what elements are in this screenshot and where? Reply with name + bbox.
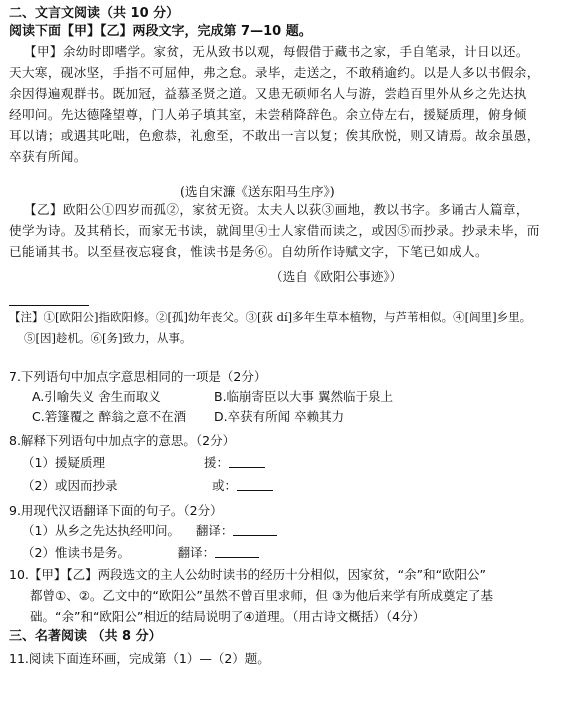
answer-blank[interactable] xyxy=(233,523,277,536)
question-7-option-c: C.箬篷覆之 醉翁之意不在酒 xyxy=(32,409,187,424)
passage-yi-line: 使学为诗。及其稍长，而家无书读，就闾里④士人家借而读之，或因⑤而抄录。抄录未毕，而 xyxy=(9,223,540,238)
question-8-item-2-word: 或： xyxy=(212,478,238,493)
footnote-line: ⑤[因]趁机。⑥[务]致力，从事。 xyxy=(24,331,192,345)
passage-yi-line: 已能诵其书。以至昼夜忘寝食，惟读书是务⑥。自幼所作诗赋文字，下笔已如成人。 xyxy=(9,244,488,259)
footnote-divider xyxy=(9,305,89,306)
passage-jia-line: 天大寒，砚冰坚，手指不可屈伸，弗之怠。录毕，走送之，不敢稍逾约。以是人多以书假余， xyxy=(9,65,540,80)
answer-blank[interactable] xyxy=(229,455,265,468)
translation-label: 翻译： xyxy=(177,545,216,560)
question-9-item-2 xyxy=(22,545,259,561)
passage-jia-line: 耳以请；或遇其叱咄，色愈恭，礼愈至，不敢出一言以复；俟其欣悦，则又请焉。故余虽愚， xyxy=(9,128,540,143)
question-7-option-d: D.卒获有所闻 卒赖其力 xyxy=(214,409,345,424)
footnote-line: 【注】①[欧阳公]指欧阳修。②[孤]幼年丧父。③[荻 dí]多年生草本植物，与芦苇相似。④[闾里]乡里。 xyxy=(9,310,532,324)
passage-jia-line: 【甲】余幼时即嗜学。家贫，无从致书以观，每假借于藏书之家，手自笔录，计日以还。 xyxy=(24,44,529,59)
question-8-item-1: （1）援疑质理 xyxy=(22,455,105,470)
question-7-option-a: A.引喻失义 舍生而取义 xyxy=(32,389,161,404)
passage-yi-line: 【乙】欧阳公①四岁而孤②，家贫无资。太夫人以荻③画地，教以书字。多诵古人篇章， xyxy=(24,202,529,217)
section-heading-classical-chinese: 二、文言文阅读（共 10 分） xyxy=(9,6,180,21)
passage-jia-source: (选自宋濂《送东阳马生序》) xyxy=(180,184,335,199)
reading-instruction: 阅读下面【甲】【乙】两段文字，完成第 7—10 题。 xyxy=(9,24,312,39)
answer-blank[interactable] xyxy=(237,478,273,491)
question-9-item-1-text: （1）从乡之先达执经叩问。 xyxy=(22,523,180,538)
question-8-stem: 8.解释下列语句中加点字的意思。（2分） xyxy=(9,433,236,448)
passage-yi-source: （选自《欧阳公事迹》） xyxy=(270,269,403,284)
question-8-item-2-answer xyxy=(212,478,273,494)
question-11-stem: 11.阅读下面连环画，完成第（1）—（2）题。 xyxy=(9,651,270,666)
question-7-option-b: B.临崩寄臣以大事 翼然临于泉上 xyxy=(214,389,394,404)
question-9-item-1 xyxy=(22,523,277,539)
answer-blank[interactable] xyxy=(215,545,259,558)
question-7-stem: 7.下列语句中加点字意思相同的一项是（2分） xyxy=(9,369,267,384)
passage-jia-line: 卒获有所闻。 xyxy=(9,149,87,164)
question-10-line: 都曾①、②。乙文中的“欧阳公”虽然不曾百里求师，但 ③为他后来学有所成奠定了基 xyxy=(30,588,494,603)
question-8-item-1-answer xyxy=(204,455,265,471)
question-9-stem: 9.用现代汉语翻译下面的句子。（2分） xyxy=(9,503,223,518)
section-heading-classics: 三、名著阅读 （共 8 分） xyxy=(9,629,162,644)
passage-jia-line: 余因得遍观群书。既加冠，益慕圣贤之道。又患无硕师名人与游，尝趋百里外从乡之先达执 xyxy=(9,86,527,101)
question-10-line: 础。“余”和“欧阳公”相近的结局说明了④道理。（用古诗文概括）（4分） xyxy=(30,609,426,624)
question-9-item-2-text: （2）惟读书是务。 xyxy=(22,545,130,560)
translation-label: 翻译： xyxy=(195,523,234,538)
question-10-line: 10.【甲】【乙】两段选文的主人公幼时读书的经历十分相似，因家贫，“余”和“欧阳公” xyxy=(9,567,487,582)
question-8-item-1-word: 援： xyxy=(204,455,230,470)
passage-jia-line: 经叩问。先达德隆望尊，门人弟子填其室，未尝稍降辞色。余立侍左右，援疑质理，俯身倾 xyxy=(9,107,527,122)
question-8-item-2: （2）或因而抄录 xyxy=(22,478,118,493)
